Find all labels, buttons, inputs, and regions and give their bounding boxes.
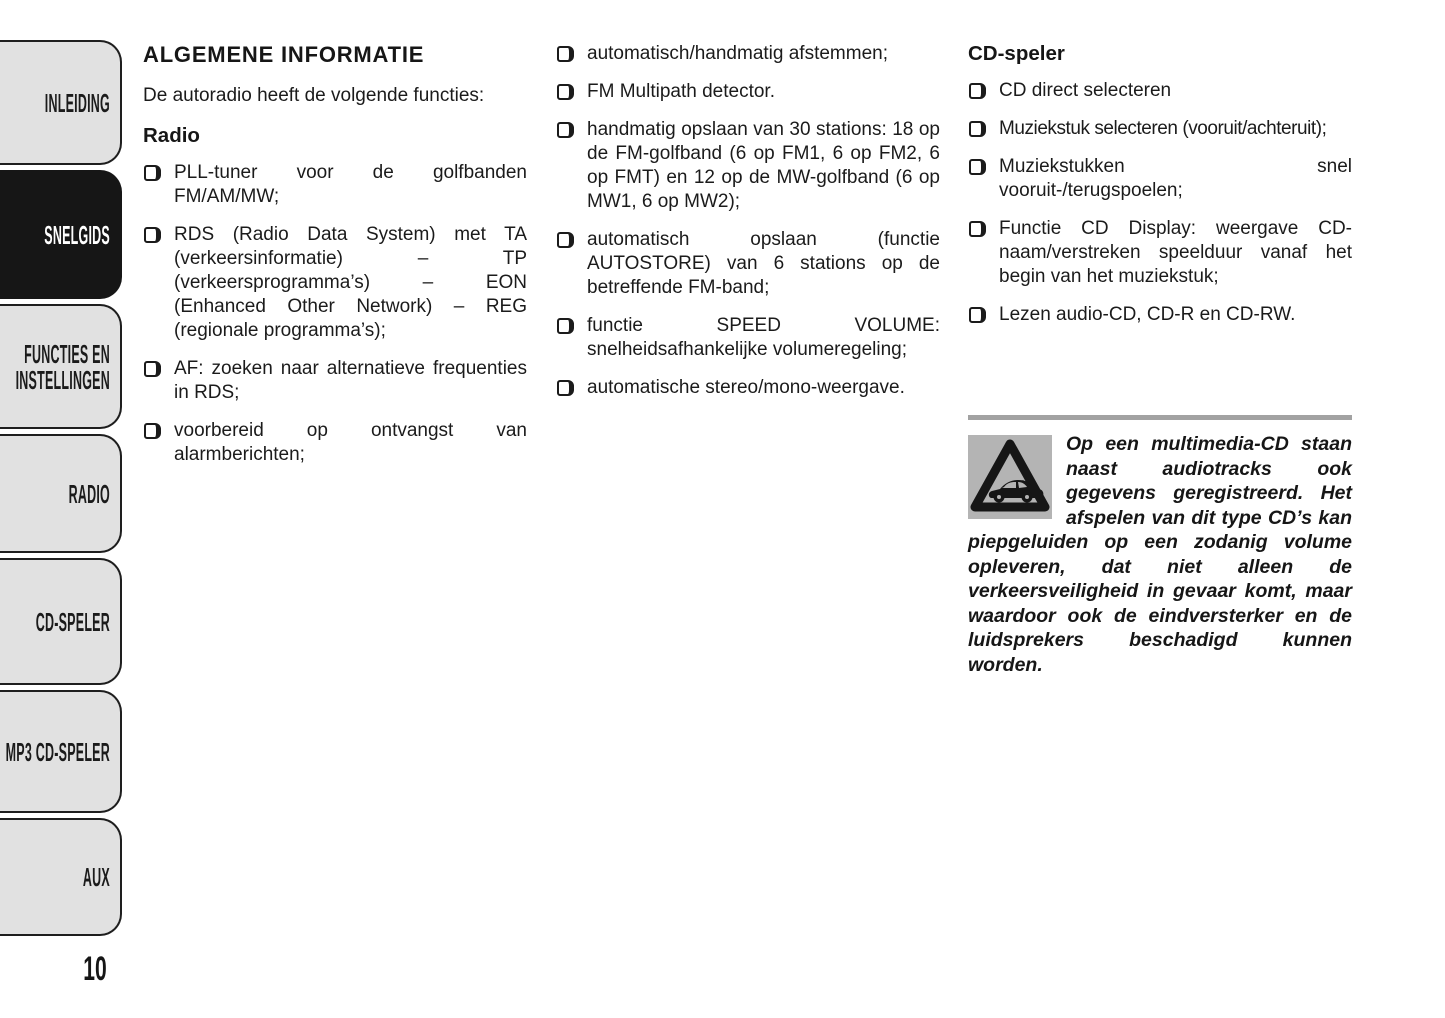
list-item-text: PLL-tuner voor de golfbanden FM/AM/MW;: [174, 162, 527, 207]
warning-triangle-car-icon: [968, 435, 1052, 519]
warning-note: [968, 415, 1352, 677]
list-item: [556, 376, 940, 400]
sidebar-tab-label: FUNCTIES EN INSTELLINGEN: [15, 338, 111, 395]
page-title: ALGEMENE INFORMATIE: [143, 42, 425, 67]
list-item-text: FM Multipath detector.: [587, 81, 775, 102]
sidebar-tab-label: MP3 CD-SPELER: [5, 736, 111, 767]
list-item: [556, 42, 940, 66]
content-column-3: [968, 42, 1352, 677]
checkbox-bullet-icon: [144, 361, 161, 377]
list-item-text: automatische stereo/mono-weergave.: [587, 377, 905, 398]
checkbox-bullet-icon: [557, 232, 574, 248]
list-item-text: Functie CD Display: weergave CD-naam/verstreken speelduur vanaf het begin van het muziekstuk;: [999, 218, 1352, 287]
warning-divider: [968, 415, 1352, 420]
list-item: [968, 79, 1352, 103]
list-item: [143, 357, 527, 405]
checkbox-bullet-icon: [557, 318, 574, 334]
list-item-text: voorbereid op ontvangst van alarmberichten;: [174, 420, 527, 465]
checkbox-bullet-icon: [969, 121, 986, 137]
radio-feature-list-continued: [556, 42, 940, 400]
list-item: [968, 217, 1352, 289]
section-heading-cd-speler: CD-speler: [968, 42, 1065, 65]
checkbox-bullet-icon: [144, 227, 161, 243]
list-item: [968, 155, 1352, 203]
list-item-text: RDS (Radio Data System) met TA (verkeersinformatie) – TP (verkeersprogramma’s) – EON (Enhanced Other Network) – REG (regionale programma’s);: [174, 224, 527, 341]
intro-text: De autoradio heeft de volgende functies:: [143, 85, 485, 106]
list-item: [556, 228, 940, 300]
sidebar-tab-inleiding: [0, 40, 122, 165]
list-item-text: Muziekstuk selecteren (vooruit/achteruit);: [999, 118, 1327, 139]
sidebar-tab-radio: [0, 434, 122, 553]
list-item-text: AF: zoeken naar alternatieve frequenties in RDS;: [174, 358, 527, 403]
list-item: [556, 118, 940, 214]
checkbox-bullet-icon: [144, 423, 161, 439]
radio-feature-list: [143, 161, 527, 467]
content-column-2: [556, 42, 940, 414]
sidebar-tab-snelgids: [0, 170, 122, 299]
checkbox-bullet-icon: [969, 307, 986, 323]
sidebar-tab-label: SNELGIDS: [44, 219, 110, 250]
sidebar-tab-cd-speler: [0, 558, 122, 685]
checkbox-bullet-icon: [969, 221, 986, 237]
list-item: [143, 161, 527, 209]
list-item: [143, 223, 527, 343]
sidebar-tab-label: CD-SPELER: [35, 606, 111, 637]
list-item-text: functie SPEED VOLUME: snelheidsafhankelijke volumeregeling;: [587, 315, 940, 360]
checkbox-bullet-icon: [557, 122, 574, 138]
sidebar-tab-label: AUX: [82, 862, 110, 892]
checkbox-bullet-icon: [969, 159, 986, 175]
content-column-1: [143, 42, 527, 481]
list-item: [556, 80, 940, 104]
checkbox-bullet-icon: [969, 83, 986, 99]
list-item: [968, 303, 1352, 327]
list-item-text: Muziekstukken snel vooruit-/terugspoelen;: [999, 156, 1352, 201]
sidebar-tab-functies-en-instellingen: [0, 304, 122, 429]
checkbox-bullet-icon: [557, 380, 574, 396]
checkbox-bullet-icon: [557, 84, 574, 100]
list-item-text: Lezen audio-CD, CD-R en CD-RW.: [999, 304, 1296, 325]
section-heading-radio: Radio: [143, 124, 200, 147]
list-item: [556, 314, 940, 362]
checkbox-bullet-icon: [144, 165, 161, 181]
warning-text: Op een multimedia-CD staan naast audiotracks ook gegevens geregistreerd. Het afspelen van dit type CD’s kan piepgeluiden op een zodanig volume opleveren, dat niet alleen de verkeersveiligheid in gevaar komt, maar waardoor ook de eindversterker en de luidsprekers beschadigd kunnen worden.: [968, 433, 1352, 676]
list-item: [143, 419, 527, 467]
list-item-text: handmatig opslaan van 30 stations: 18 op de FM-golfband (6 op FM1, 6 op FM2, 6 op FMT) en 12 op de MW-golfband (6 op MW1, 6 op MW2);: [587, 119, 940, 212]
list-item: [968, 117, 1352, 141]
list-item-text: automatisch/handmatig afstemmen;: [587, 43, 888, 64]
sidebar-tab-aux: [0, 818, 122, 936]
list-item-text: automatisch opslaan (functie AUTOSTORE) van 6 stations op de betreffende FM-band;: [587, 229, 940, 298]
list-item-text: CD direct selecteren: [999, 80, 1172, 101]
sidebar-tab-label: RADIO: [68, 478, 110, 509]
sidebar-tab-mp3-cd-speler: [0, 690, 122, 813]
page-number: 10: [83, 950, 107, 988]
cd-feature-list: [968, 79, 1352, 327]
sidebar-tab-label: INLEIDING: [44, 87, 110, 118]
checkbox-bullet-icon: [557, 46, 574, 62]
